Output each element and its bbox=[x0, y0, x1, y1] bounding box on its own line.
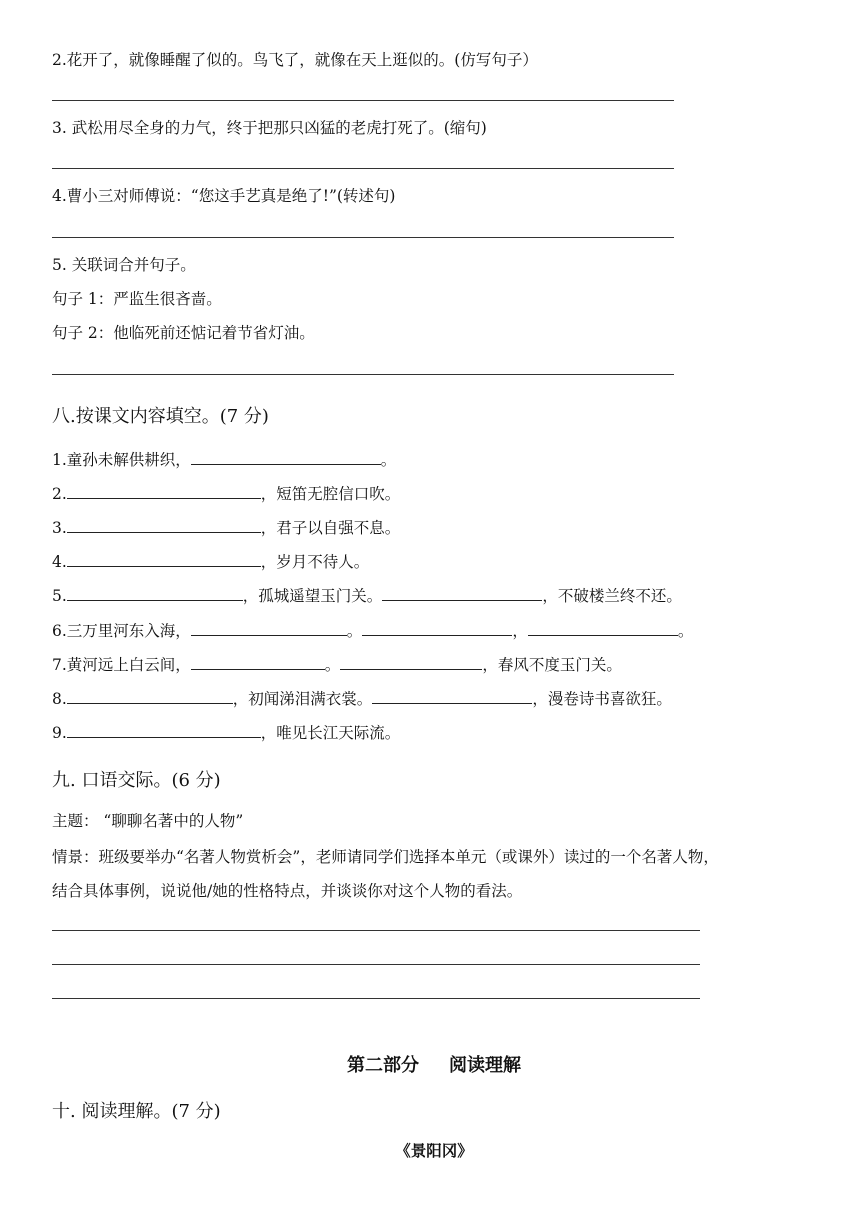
fill-item-1: 1.童孙未解供耕织， 。 bbox=[52, 451, 397, 469]
section-9-heading: 九. 口语交际。(6 分) bbox=[52, 770, 221, 791]
answer-line[interactable] bbox=[52, 374, 674, 375]
blank[interactable] bbox=[382, 585, 542, 601]
answer-line[interactable] bbox=[52, 100, 674, 101]
blank[interactable] bbox=[528, 620, 678, 636]
fill-item-8: 8. ，初闻涕泪满衣裳。 ，漫卷诗书喜欲狂。 bbox=[52, 690, 672, 708]
part-2-title: 第二部分 阅读理解 bbox=[347, 1055, 521, 1076]
passage-title: 《景阳冈》 bbox=[395, 1141, 473, 1160]
task-imitate-sentence: 2.花开了，就像睡醒了似的。鸟飞了，就像在天上逛似的。(仿写句子） bbox=[52, 51, 538, 69]
blank[interactable] bbox=[67, 722, 261, 738]
fill-item-5: 5. ，孤城遥望玉门关。 ，不破楼兰终不还。 bbox=[52, 587, 682, 605]
blank[interactable] bbox=[67, 483, 261, 499]
fill-item-4: 4. ，岁月不待人。 bbox=[52, 553, 370, 571]
blank[interactable] bbox=[67, 688, 233, 704]
sentence-two: 句子 2：他临死前还惦记着节省灯油。 bbox=[52, 324, 315, 342]
answer-line[interactable] bbox=[52, 998, 700, 999]
fill-item-2: 2. ，短笛无腔信口吹。 bbox=[52, 485, 401, 503]
fill-item-3: 3. ，君子以自强不息。 bbox=[52, 519, 401, 537]
answer-line[interactable] bbox=[52, 930, 700, 931]
fill-item-6: 6.三万里河东入海， 。 ， 。 bbox=[52, 622, 694, 640]
task-reported-speech: 4.曹小三对师傅说：“您这手艺真是绝了!”(转述句) bbox=[52, 187, 396, 205]
scenario-text-line-1: 情景：班级要举办“名著人物赏析会”，老师请同学们选择本单元（或课外）读过的一个名著人物， bbox=[52, 848, 719, 866]
blank[interactable] bbox=[67, 517, 261, 533]
sentence-one: 句子 1：严监生很吝啬。 bbox=[52, 290, 222, 308]
scenario-text-line-2: 结合具体事例，说说他/她的性格特点，并谈谈你对这个人物的看法。 bbox=[52, 882, 523, 900]
blank[interactable] bbox=[67, 551, 261, 567]
section-10-heading: 十. 阅读理解。(7 分) bbox=[52, 1101, 221, 1122]
blank[interactable] bbox=[191, 654, 325, 670]
blank[interactable] bbox=[372, 688, 532, 704]
blank[interactable] bbox=[191, 449, 381, 465]
blank[interactable] bbox=[191, 620, 347, 636]
theme-text: 主题： “聊聊名著中的人物” bbox=[52, 812, 244, 830]
answer-line[interactable] bbox=[52, 168, 674, 169]
blank[interactable] bbox=[362, 620, 512, 636]
fill-item-7: 7.黄河远上白云间， 。 ，春风不度玉门关。 bbox=[52, 656, 622, 674]
blank[interactable] bbox=[67, 585, 243, 601]
blank[interactable] bbox=[340, 654, 482, 670]
task-shorten-sentence: 3. 武松用尽全身的力气，终于把那只凶猛的老虎打死了。(缩句) bbox=[52, 119, 487, 137]
section-8-heading: 八.按课文内容填空。(7 分) bbox=[52, 406, 269, 427]
answer-line[interactable] bbox=[52, 964, 700, 965]
fill-item-9: 9. ，唯见长江天际流。 bbox=[52, 724, 401, 742]
task-combine-sentences: 5. 关联词合并句子。 bbox=[52, 256, 196, 274]
answer-line[interactable] bbox=[52, 237, 674, 238]
